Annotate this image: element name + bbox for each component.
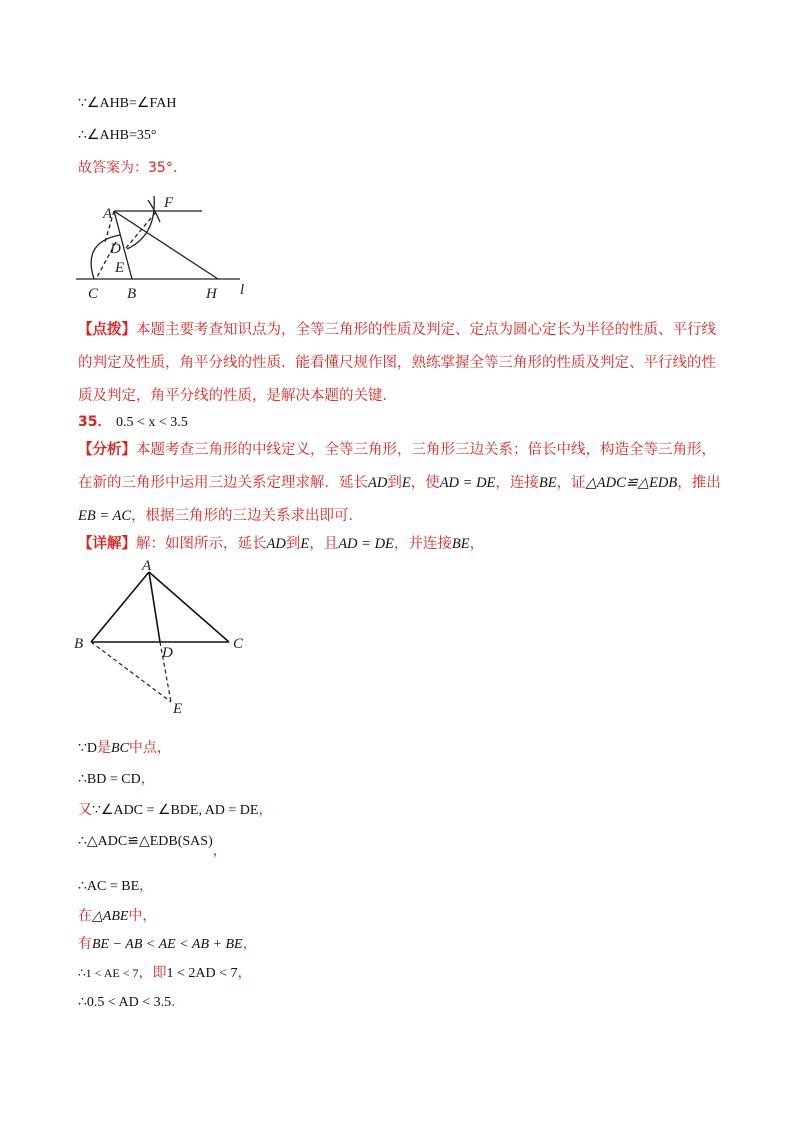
xiangjie-text: 解：如图所示，延长 [136, 536, 267, 552]
label-e: E [173, 701, 183, 717]
xiangjie-tag: 【详解】 [78, 536, 136, 552]
median-ad [149, 572, 160, 642]
step-math: ∴0.5 < AD < 3.5 [78, 995, 172, 1010]
label-b: B [74, 636, 84, 652]
fenxi-text: 到 [387, 475, 402, 491]
math-eb-ac: EB = AC [78, 508, 132, 524]
step-3 [78, 800, 272, 821]
figure-1-diagram [72, 190, 262, 305]
step-math: BE − AB < AE < AB + BE [92, 937, 243, 952]
reason-line-1 [78, 94, 176, 114]
fenxi-paragraph [78, 434, 728, 533]
fenxi-tag: 【分析】 [78, 442, 136, 458]
label-a: A [142, 558, 152, 574]
step-text: ，即 [138, 965, 167, 981]
label-c: C [233, 636, 244, 652]
step-math: ∴△ADC≌△EDB(SAS) [78, 834, 213, 849]
step-math: ∴AC = BE [78, 879, 140, 894]
fenxi-text: 本题考查三角形的中线定义，全等三角形，三角形三边关系；倍长中线，构造全等三角形，在新的三角形中运用三边关系定理求解．延长 [78, 442, 716, 491]
fenxi-text: ，连接 [495, 475, 539, 491]
step-math: ∴1 < AE < 7 [78, 966, 139, 980]
reason-text: ∵∠AHB=∠FAH [78, 96, 177, 111]
step-text: 有 [78, 936, 92, 952]
answer-text: 故答案为：35°． [78, 160, 187, 176]
xiangjie-text: ，并连接 [393, 536, 452, 552]
step-2 [78, 769, 155, 790]
step-8 [78, 963, 252, 984]
math-ad-de: AD = DE [338, 536, 394, 552]
dashed-df [126, 212, 156, 248]
step-text: ， [212, 843, 227, 859]
question-35-answer: 0.5 < x < 3.5 [115, 415, 188, 430]
math-ad: AD [368, 475, 388, 491]
label-d: D [162, 645, 173, 661]
step-text: 中点， [128, 740, 171, 756]
math-be: BE [451, 536, 470, 552]
label-c: C [88, 286, 99, 302]
answer-line [78, 158, 187, 178]
step-text: ， [140, 771, 155, 787]
step-9 [78, 992, 185, 1013]
step-text: ， [237, 965, 252, 981]
figure-2-diagram [70, 556, 260, 721]
step-math: ∵D [78, 741, 98, 756]
reason-line-2 [78, 126, 157, 146]
dianbo-paragraph [78, 314, 728, 413]
side-ac [149, 572, 229, 642]
dashed-be [91, 642, 171, 702]
reason-text: ∴∠AHB=35° [78, 128, 157, 143]
fenxi-text: ，证 [556, 475, 586, 491]
dianbo-tag: 【点拨】 [78, 322, 136, 338]
math-e: E [401, 475, 411, 491]
step-text: ， [242, 936, 257, 952]
question-number: 35． [78, 414, 112, 430]
math-ad: AD [266, 536, 286, 552]
step-1 [78, 738, 171, 759]
math-e: E [300, 536, 310, 552]
label-d: D [110, 241, 121, 257]
step-text: 又 [78, 802, 92, 818]
step-math: BC [111, 741, 129, 756]
label-a: A [103, 206, 113, 222]
step-text: ， [139, 878, 154, 894]
label-h: H [206, 286, 217, 302]
math-be: BE [538, 475, 557, 491]
step-math: ∵∠ADC = ∠BDE, AD = DE [92, 803, 259, 818]
step-text: 是 [97, 740, 112, 756]
xiangjie-text: ， [469, 536, 485, 552]
xiangjie-text: 到 [285, 536, 301, 552]
step-math: 1 < 2AD < 7 [166, 966, 238, 981]
step-math: △ABE [92, 909, 129, 924]
xiangjie-text: ，且 [309, 536, 339, 552]
dianbo-text: 本题主要考查知识点为，全等三角形的性质及判定、定点为圆心定长为半径的性质、平行线的判定及性质，角平分线的性质．能看懂尺规作图，熟练掌握全等三角形的性质及判定、平行线的性质及判定，角平分线的性质，是解决本题的关键． [78, 322, 716, 404]
math-ad-de: AD = DE [439, 475, 496, 491]
step-6 [78, 906, 156, 927]
step-text: ， [258, 802, 273, 818]
fenxi-text: ，使 [410, 475, 440, 491]
step-4 [78, 831, 227, 859]
step-text: 在 [78, 908, 92, 924]
math-congruence: △ADC≌△EDB [585, 475, 678, 491]
fenxi-text: ，推出 [677, 475, 721, 491]
step-text: ． [171, 994, 186, 1010]
step-5 [78, 876, 153, 897]
side-ab [91, 572, 149, 642]
label-f: F [164, 195, 174, 211]
step-text: 中， [128, 908, 157, 924]
question-35-line [78, 412, 188, 433]
fenxi-text: ，根据三角形的三边关系求出即可． [131, 508, 364, 524]
label-l: l [240, 282, 245, 298]
label-b: B [127, 286, 137, 302]
step-math: ∴BD = CD [78, 772, 141, 787]
label-e: E [115, 260, 125, 276]
step-7 [78, 934, 257, 955]
